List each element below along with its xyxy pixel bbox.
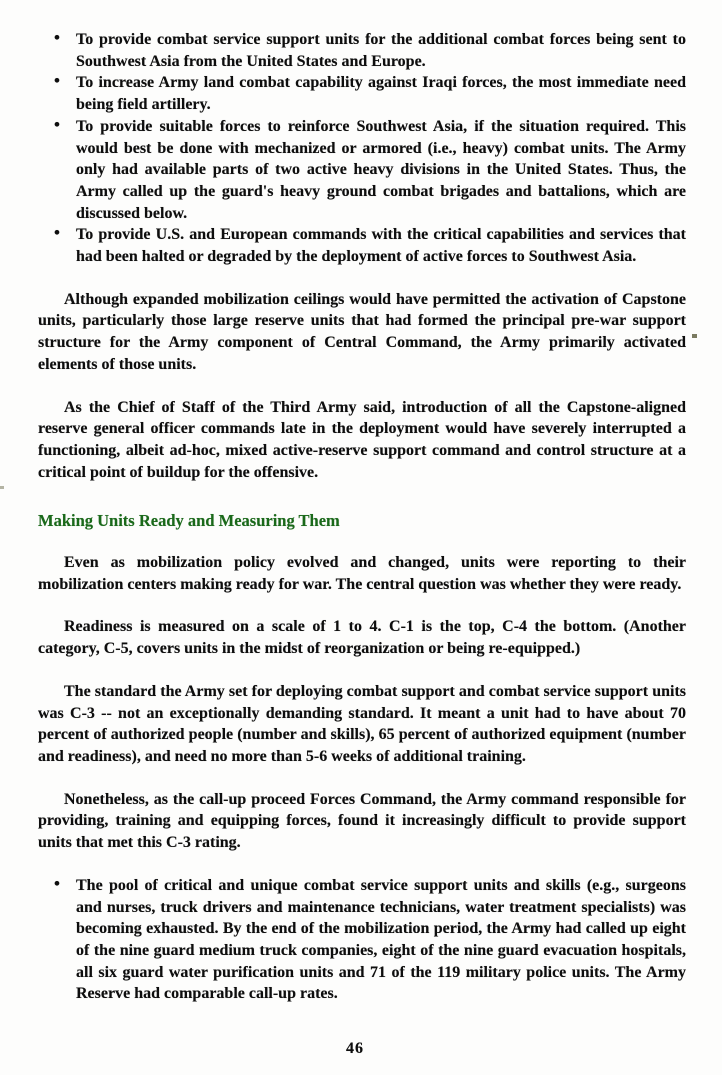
page-number: 46 <box>346 1040 364 1058</box>
list-item <box>38 875 686 1005</box>
list-item <box>38 116 686 225</box>
bullet-list-bottom <box>38 875 686 1005</box>
paragraph-even-as: Even as mobilization policy evolved and changed, units were reporting to their mobilization centers making ready for war. The central question was whether they were ready. <box>38 554 686 593</box>
bullet-text: To provide suitable forces to reinforce Southwest Asia, if the situation required. This would best be done with mechanized or armored (i.e., heavy) combat units. The Army only had available parts of two active heavy divisions in the United States. Thus, the Army called up the guard's heavy ground combat brigades and battalions, which are discussed below. <box>76 117 686 222</box>
bullet-icon: • <box>54 71 60 91</box>
bullet-icon: • <box>54 114 60 134</box>
paragraph-chief-of-staff: As the Chief of Staff of the Third Army said, introduction of all the Capstone-aligned reserve general officer commands late in the deployment would have severely interrupted a functioning, albeit ad-hoc, mixed active-reserve support command and control structure at a critical point of buildup for the offensive. <box>38 398 686 481</box>
bullet-text: To provide U.S. and European commands with the critical capabilities and services that had been halted or degraded by the deployment of active forces to Southwest Asia. <box>76 226 686 266</box>
bullet-icon: • <box>54 28 60 47</box>
section-heading: Making Units Ready and Measuring Them <box>38 511 340 531</box>
paragraph-readiness: Readiness is measured on a scale of 1 to 4. C-1 is the top, C-4 the bottom. (Another category, C-5, covers units in the midst of reorganization or being re-equipped.) <box>38 618 686 658</box>
paragraph-although: Although expanded mobilization ceilings would have permitted the activation of Capstone units, particularly those large reserve units that had formed the principal pre-war support structure for the Army component of Central Command, the Army primarily activated elements of those units. <box>38 290 686 373</box>
list-item <box>38 224 686 267</box>
bullet-icon: • <box>54 223 60 243</box>
paragraph-standard: The standard the Army set for deploying combat support and combat service support units was C-3 -- not an exceptionally demanding standard. It meant a unit had to have about 70 percent of authorized people (number and skills), 65 percent of authorized equipment (number and readiness), and need no more than 5-6 weeks of additional training. <box>38 682 686 765</box>
bullet-list-top <box>38 29 686 268</box>
bullet-icon: • <box>54 873 60 893</box>
paragraph-nonetheless: Nonetheless, as the call-up proceed Forces Command, the Army command responsible for providing, training and equipping forces, found it increasingly difficult to provide support units that met this C-3 rating. <box>38 790 686 852</box>
list-item <box>38 29 686 72</box>
scan-speck <box>692 334 697 338</box>
bullet-text: To increase Army land combat capability against Iraqi forces, the most immediate need being field artillery. <box>76 74 686 114</box>
bullet-text: To provide combat service support units for the additional combat forces being sent to Southwest Asia from the United States and Europe. <box>76 31 686 70</box>
bullet-text: The pool of critical and unique combat service support units and skills (e.g., surgeons and nurses, truck drivers and maintenance technicians, water treatment specialists) was becoming exhausted. By the end of the mobilization period, the Army had called up eight of the nine guard medium truck companies, eight of the nine guard evacuation hospitals, all six guard water purification units and 71 of the 119 military police units. The Army Reserve had comparable call-up rates. <box>76 876 686 1003</box>
scan-speck <box>0 486 4 489</box>
list-item <box>38 72 686 115</box>
